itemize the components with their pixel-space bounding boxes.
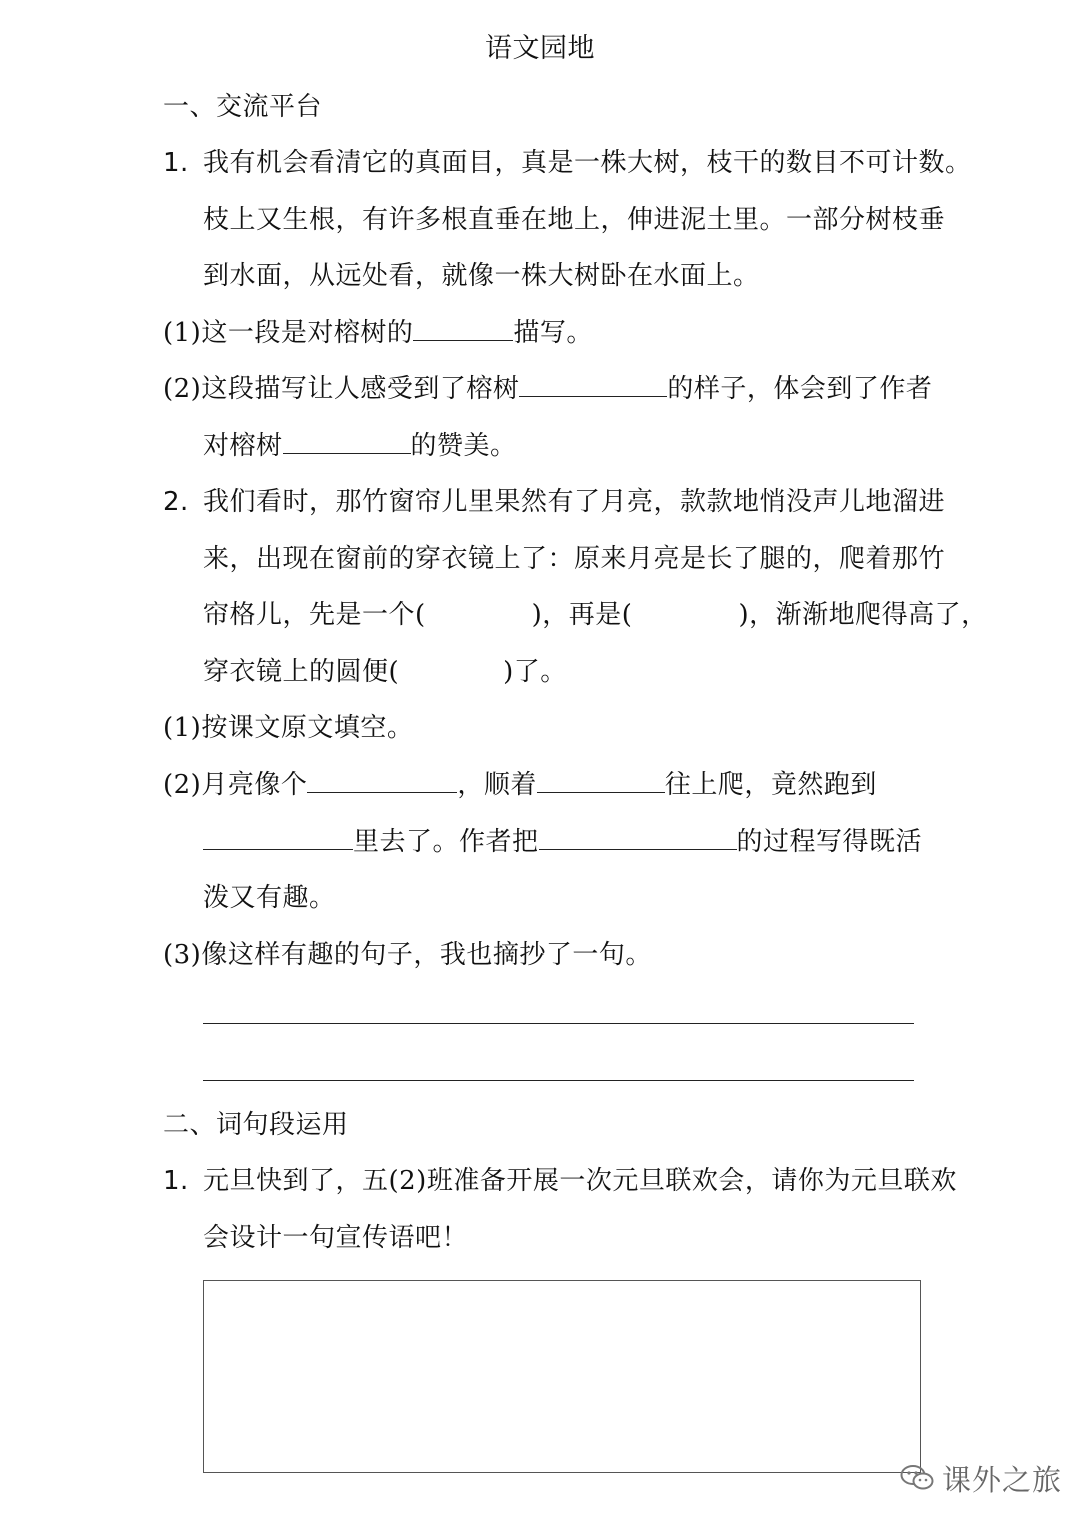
question-2-1-line-1 <box>163 1164 957 1198</box>
sub-question-1-2-cont <box>203 429 517 463</box>
sub-question-2-3: (3)像这样有趣的句子，我也摘抄了一句。 <box>163 940 652 970</box>
answer-box[interactable] <box>203 1280 921 1473</box>
sub-question-2-1: (1)按课文原文填空。 <box>163 713 414 743</box>
question-1-line-1 <box>163 146 972 180</box>
question-text: 对榕树 <box>203 431 283 461</box>
section-heading-2: 二、词句段运用 <box>163 1110 349 1140</box>
question-number: 1. <box>163 148 189 178</box>
question-text: 里去了。作者把 <box>353 827 539 857</box>
fill-blank[interactable] <box>519 374 667 397</box>
fill-blank[interactable] <box>307 770 457 793</box>
watermark-text: 课外之旅 <box>942 1462 1063 1497</box>
question-text: (1)这一段是对榕树的 <box>163 318 414 348</box>
sub-question-1-2 <box>163 372 932 406</box>
passage-line-4 <box>203 655 567 689</box>
watermark <box>900 1456 1062 1500</box>
question-text: (2)月亮像个 <box>163 770 308 800</box>
passage-text: 穿衣镜上的圆便( <box>203 657 400 687</box>
question-text: 泼又有趣。 <box>203 883 336 913</box>
passage-text: )，再是( <box>531 600 633 630</box>
wechat-icon <box>900 1464 934 1492</box>
question-text: 的赞美。 <box>410 431 517 461</box>
sub-question-1-1 <box>163 316 593 350</box>
question-text: (2)这段描写让人感受到了榕树 <box>163 374 520 404</box>
question-text: ，顺着 <box>457 770 537 800</box>
page-title: 语文园地 <box>485 33 595 64</box>
fill-blank[interactable] <box>539 827 737 850</box>
question-text: 会设计一句宣传语吧！ <box>203 1223 469 1253</box>
section-heading-1: 一、交流平台 <box>163 92 323 122</box>
fill-blank[interactable] <box>537 770 665 793</box>
question-2-line-1 <box>163 485 945 519</box>
passage-text: )了。 <box>503 657 567 687</box>
passage-text: 来，出现在窗前的穿衣镜上了：原来月亮是长了腿的，爬着那竹 <box>203 544 946 574</box>
question-number: 2. <box>163 487 189 517</box>
passage-text: 枝上又生根，有许多根直垂在地上，伸进泥土里。一部分树枝垂 <box>203 205 946 235</box>
sub-question-2-2-cont <box>203 825 922 859</box>
question-text: 往上爬，竟然跑到 <box>664 770 877 800</box>
sub-question-2-2 <box>163 768 877 802</box>
fill-blank[interactable] <box>203 827 353 850</box>
passage-text: 到水面，从远处看，就像一株大树卧在水面上。 <box>203 261 760 291</box>
passage-text: 我们看时，那竹窗帘儿里果然有了月亮，款款地悄没声儿地溜进 <box>203 487 946 517</box>
question-number: 1. <box>163 1166 189 1196</box>
answer-line[interactable] <box>203 1080 914 1081</box>
passage-line-3 <box>203 598 988 632</box>
question-text: 元旦快到了，五(2)班准备开展一次元旦联欢会，请你为元旦联欢 <box>203 1166 957 1196</box>
passage-text: 我有机会看清它的真面目，真是一株大树，枝干的数目不可计数。 <box>203 148 972 178</box>
question-text: 的样子，体会到了作者 <box>667 374 933 404</box>
fill-blank[interactable] <box>283 431 411 454</box>
passage-text: 帘格儿，先是一个( <box>203 600 426 630</box>
answer-line[interactable] <box>203 1023 914 1024</box>
passage-text: )，渐渐地爬得高了， <box>738 600 988 630</box>
question-text: 的过程写得既活 <box>736 827 923 857</box>
question-text: 描写。 <box>513 318 593 348</box>
fill-blank[interactable] <box>413 318 513 341</box>
